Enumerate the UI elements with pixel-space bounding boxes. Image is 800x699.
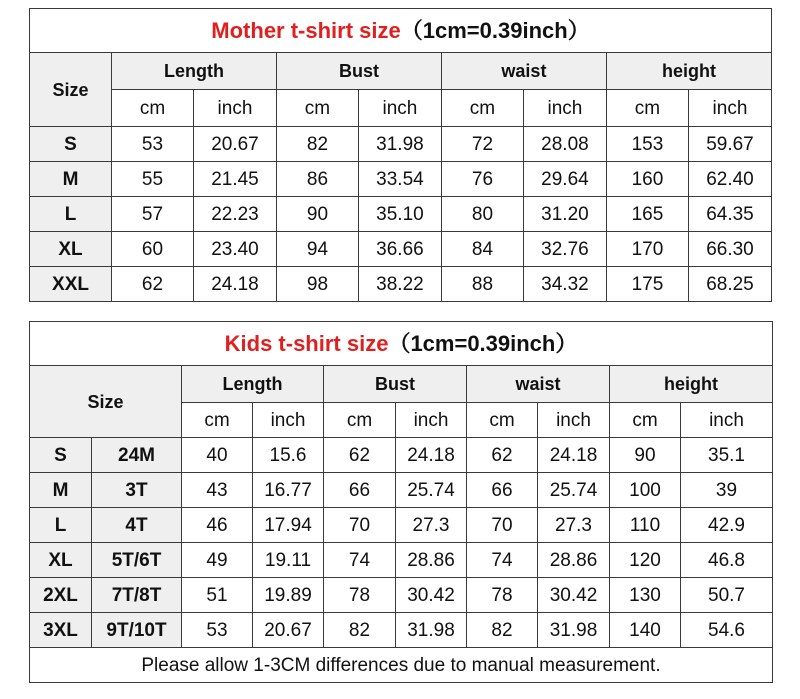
size-label: 2XL [30,578,92,613]
kids-group-bust: Bust [324,366,467,403]
table-row [30,267,772,302]
age-label: 4T [92,508,182,543]
kids-title-conversion: （1cm=0.39inch） [388,330,578,356]
mother-title-conversion: （1cm=0.39inch） [400,17,590,43]
table-cell: 165 [606,197,688,232]
table-cell: 110 [610,508,681,543]
table-cell: 74 [324,543,396,578]
measurement-note: Please allow 1-3CM differences due to manual measurement. [30,648,773,683]
table-cell: 66.30 [688,232,771,267]
table-cell: 62 [111,267,193,302]
size-label: XL [30,543,92,578]
size-label: XL [30,232,112,267]
table-cell: 33.54 [358,162,441,197]
table-row [30,543,773,578]
table-cell: 90 [276,197,358,232]
table-cell: 46.8 [681,543,773,578]
kids-group-waist: waist [467,366,610,403]
table-cell: 40 [182,438,253,473]
table-cell: 30.42 [396,578,467,613]
table-row [30,162,772,197]
table-cell: 74 [467,543,538,578]
table-cell: 70 [467,508,538,543]
table-cell: 84 [441,232,523,267]
kids-unit: inch [681,403,773,438]
table-cell: 32.76 [523,232,606,267]
table-cell: 20.67 [253,613,324,648]
table-cell: 82 [467,613,538,648]
kids-unit: inch [253,403,324,438]
mother-table-title [30,9,772,53]
table-cell: 46 [182,508,253,543]
kids-group-height: height [610,366,773,403]
table-cell: 86 [276,162,358,197]
mother-unit: inch [358,90,441,127]
table-cell: 94 [276,232,358,267]
table-cell: 36.66 [358,232,441,267]
size-label: M [30,473,92,508]
table-row [30,508,773,543]
table-cell: 24.18 [396,438,467,473]
table-cell: 38.22 [358,267,441,302]
table-cell: 20.67 [193,127,276,162]
table-cell: 28.08 [523,127,606,162]
table-cell: 70 [324,508,396,543]
mother-unit: cm [441,90,523,127]
mother-unit: cm [111,90,193,127]
table-cell: 82 [324,613,396,648]
mother-unit: inch [688,90,771,127]
table-cell: 54.6 [681,613,773,648]
kids-unit: cm [467,403,538,438]
table-cell: 29.64 [523,162,606,197]
table-cell: 130 [610,578,681,613]
table-cell: 31.20 [523,197,606,232]
size-label: L [30,508,92,543]
table-cell: 28.86 [396,543,467,578]
table-cell: 25.74 [538,473,610,508]
mother-unit: cm [606,90,688,127]
table-cell: 98 [276,267,358,302]
table-cell: 72 [441,127,523,162]
table-cell: 66 [467,473,538,508]
table-cell: 78 [324,578,396,613]
table-cell: 23.40 [193,232,276,267]
table-cell: 62 [324,438,396,473]
size-label: L [30,197,112,232]
table-cell: 34.32 [523,267,606,302]
table-cell: 42.9 [681,508,773,543]
kids-group-length: Length [182,366,324,403]
table-cell: 28.86 [538,543,610,578]
table-cell: 50.7 [681,578,773,613]
kids-table-body [30,438,773,648]
table-cell: 76 [441,162,523,197]
table-cell: 100 [610,473,681,508]
table-cell: 51 [182,578,253,613]
kids-unit: cm [610,403,681,438]
table-cell: 80 [441,197,523,232]
table-cell: 19.11 [253,543,324,578]
table-cell: 78 [467,578,538,613]
age-label: 7T/8T [92,578,182,613]
table-row [30,613,773,648]
kids-unit: inch [396,403,467,438]
table-cell: 153 [606,127,688,162]
table-cell: 16.77 [253,473,324,508]
table-cell: 62 [467,438,538,473]
mother-group-height: height [606,53,771,90]
size-label: 3XL [30,613,92,648]
mother-unit: inch [523,90,606,127]
table-row [30,232,772,267]
mother-title-text: Mother t-shirt size [211,17,401,43]
table-row [30,127,772,162]
table-row [30,473,773,508]
kids-size-header: Size [30,366,182,438]
mother-size-header: Size [30,53,112,127]
table-cell: 24.18 [538,438,610,473]
mother-unit: cm [276,90,358,127]
age-label: 3T [92,473,182,508]
kids-unit: cm [182,403,253,438]
table-cell: 120 [610,543,681,578]
age-label: 9T/10T [92,613,182,648]
kids-unit: cm [324,403,396,438]
mother-group-length: Length [111,53,276,90]
table-cell: 170 [606,232,688,267]
table-cell: 57 [111,197,193,232]
mother-unit: inch [193,90,276,127]
table-cell: 140 [610,613,681,648]
table-cell: 22.23 [193,197,276,232]
table-cell: 64.35 [688,197,771,232]
table-cell: 31.98 [358,127,441,162]
table-cell: 25.74 [396,473,467,508]
table-cell: 82 [276,127,358,162]
mother-group-waist: waist [441,53,606,90]
size-label: S [30,438,92,473]
table-cell: 19.89 [253,578,324,613]
table-cell: 27.3 [396,508,467,543]
table-cell: 55 [111,162,193,197]
kids-unit: inch [538,403,610,438]
size-label: M [30,162,112,197]
kids-table-title [30,322,773,366]
table-cell: 59.67 [688,127,771,162]
table-cell: 66 [324,473,396,508]
table-cell: 68.25 [688,267,771,302]
mother-table-body [30,127,772,302]
size-label: XXL [30,267,112,302]
kids-size-table [29,321,773,683]
table-cell: 88 [441,267,523,302]
table-cell: 35.1 [681,438,773,473]
table-cell: 31.98 [538,613,610,648]
kids-title-text: Kids t-shirt size [224,330,389,356]
mother-size-table [29,8,772,302]
table-cell: 62.40 [688,162,771,197]
table-cell: 53 [182,613,253,648]
table-cell: 24.18 [193,267,276,302]
table-cell: 27.3 [538,508,610,543]
size-label: S [30,127,112,162]
table-cell: 15.6 [253,438,324,473]
table-cell: 160 [606,162,688,197]
table-cell: 17.94 [253,508,324,543]
table-cell: 43 [182,473,253,508]
age-label: 5T/6T [92,543,182,578]
table-cell: 21.45 [193,162,276,197]
age-label: 24M [92,438,182,473]
table-cell: 39 [681,473,773,508]
table-cell: 175 [606,267,688,302]
table-cell: 60 [111,232,193,267]
table-row [30,438,773,473]
table-cell: 49 [182,543,253,578]
table-row [30,578,773,613]
table-cell: 53 [111,127,193,162]
table-cell: 35.10 [358,197,441,232]
table-row [30,197,772,232]
table-cell: 30.42 [538,578,610,613]
table-cell: 90 [610,438,681,473]
mother-group-bust: Bust [276,53,441,90]
table-cell: 31.98 [396,613,467,648]
